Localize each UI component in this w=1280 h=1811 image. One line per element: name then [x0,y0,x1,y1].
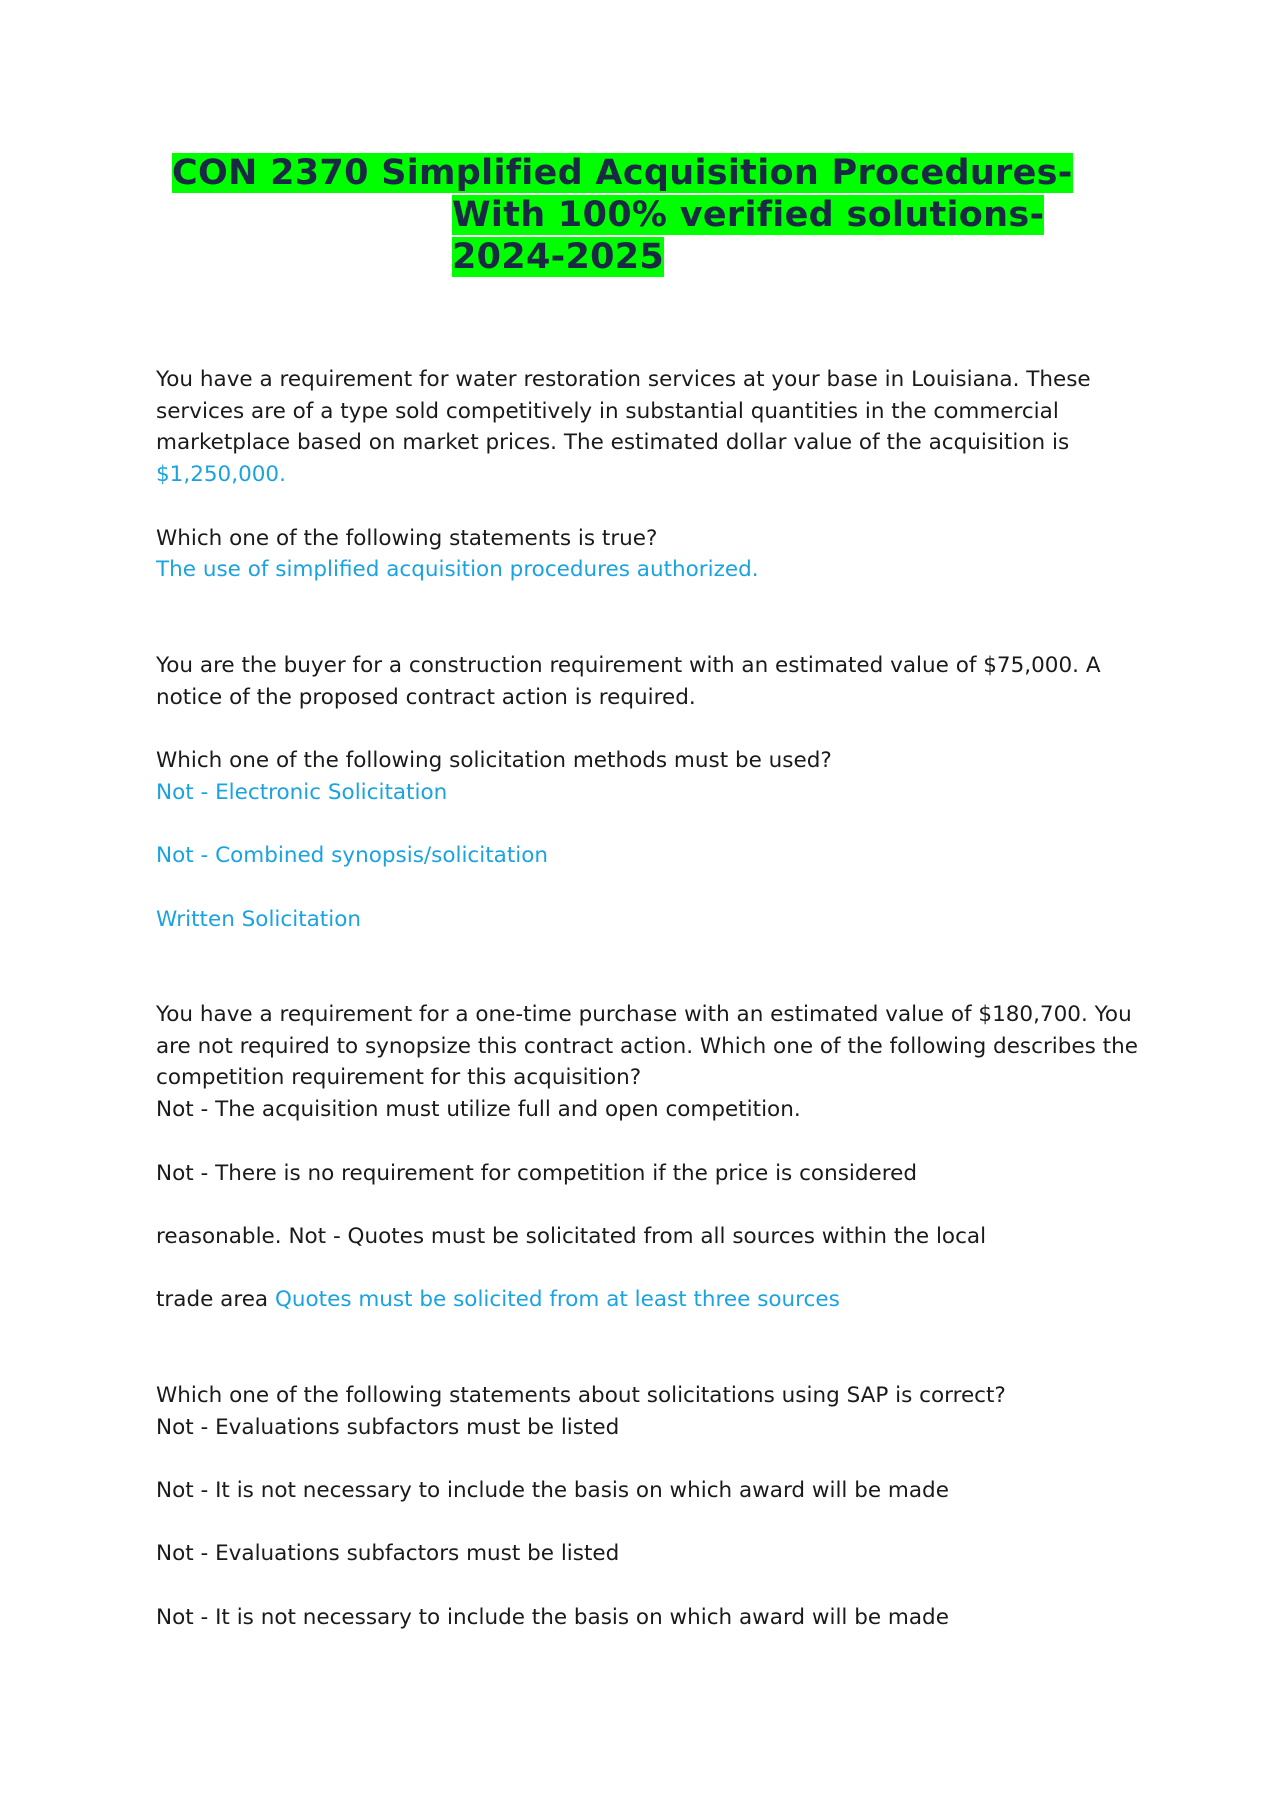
question-3-line: competition requirement for this acquisition? [156,1065,642,1091]
question-3-option-text: trade area [156,1287,269,1313]
question-4-option: Not - It is not necessary to include the basis on which award will be made [156,1478,949,1504]
question-3-line: You have a requirement for a one-time purchase with an estimated value of $180,700. You [156,1002,1132,1027]
document-title [172,152,1122,278]
question-4-prompt: Which one of the following statements about solicitations using SAP is correct? [156,1383,1006,1408]
question-2-line: You are the buyer for a construction requirement with an estimated value of $75,000. A [156,653,1101,678]
question-1-line: marketplace based on market prices. The estimated dollar value of the acquisition is [156,430,1070,456]
question-3 [156,999,1146,1316]
question-2 [156,650,1146,935]
title-line-1: CON 2370 Simplified Acquisition Procedures- [172,153,1073,193]
question-3-line: are not required to synopsize this contract action. Which one of the following describes the [156,1033,1138,1059]
question-1-answer: The use of simplified acquisition procedures authorized. [156,557,759,583]
question-3-option: reasonable. Not - Quotes must be solicitated from all sources within the local [156,1223,987,1249]
question-3-answer: Quotes must be solicited from at least three sources [274,1287,840,1313]
question-4-option: Not - Evaluations subfactors must be listed [156,1541,620,1567]
question-1 [156,364,1146,586]
question-1-prompt: Which one of the following statements is true? [156,525,658,551]
question-1-line: services are of a type sold competitively in substantial quantities in the commercial [156,398,1059,424]
question-1-value: $1,250,000. [156,462,286,488]
question-4 [156,1380,1146,1634]
title-line-3: 2024-2025 [452,237,665,277]
question-3-line: Not - The acquisition must utilize full and open competition. [156,1097,801,1123]
question-3-option: Not - There is no requirement for competition if the price is considered [156,1160,917,1186]
question-3-option [156,1284,1146,1316]
question-4-option: Not - It is not necessary to include the basis on which award will be made [156,1604,949,1630]
question-2-answer: Written Solicitation [156,906,361,932]
question-2-line: notice of the proposed contract action is required. [156,684,696,710]
question-1-line: You have a requirement for water restoration services at your base in Louisiana. These [156,367,1091,392]
question-2-answer: Not - Electronic Solicitation [156,779,448,805]
question-2-prompt: Which one of the following solicitation methods must be used? [156,748,832,774]
question-4-option: Not - Evaluations subfactors must be listed [156,1414,620,1440]
title-line-2: With 100% verified solutions- [452,195,1045,235]
question-2-answer: Not - Combined synopsis/solicitation [156,843,549,869]
